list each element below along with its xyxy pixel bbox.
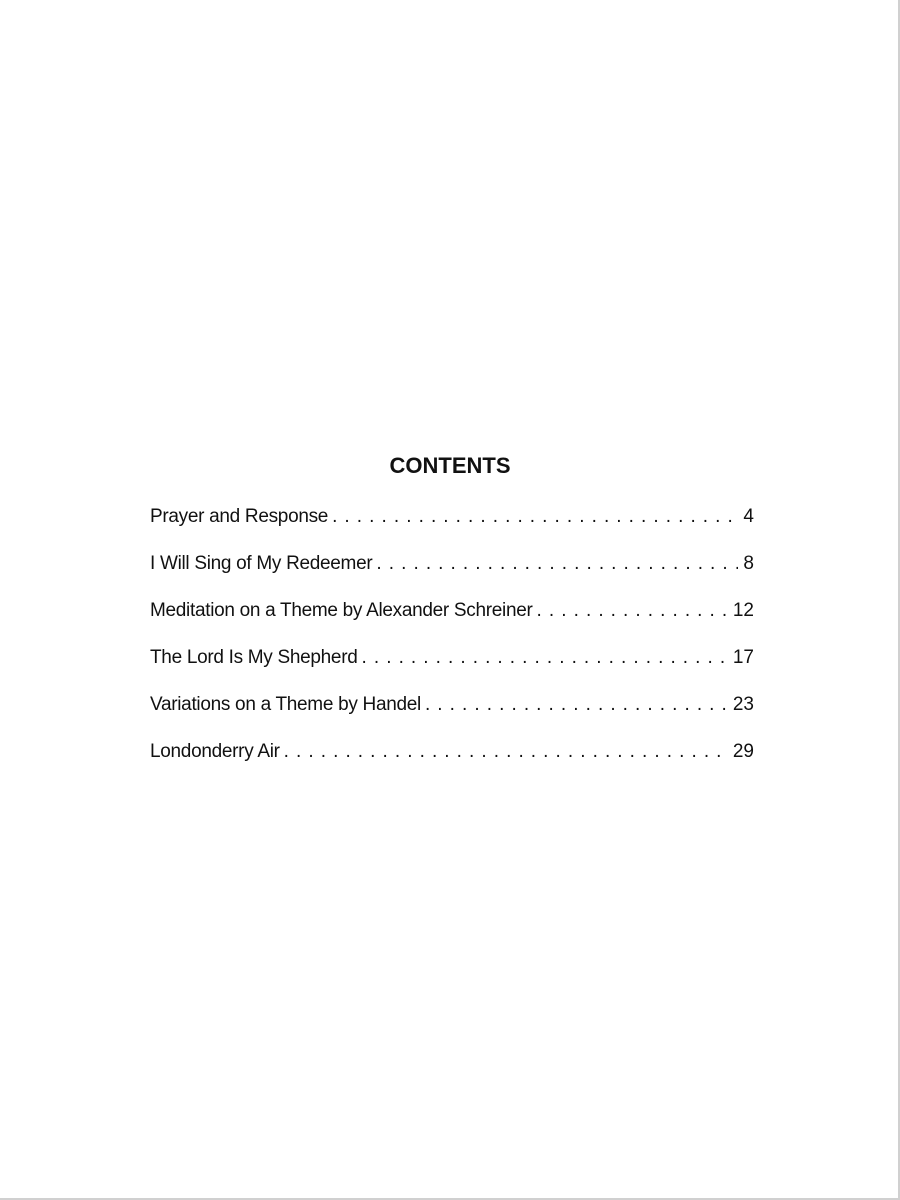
toc-entry-page-number: 17 — [732, 647, 754, 668]
table-of-contents — [150, 506, 754, 788]
toc-entry-title: Variations on a Theme by Handel — [150, 694, 421, 715]
toc-entry — [150, 600, 754, 647]
toc-entry-title: Meditation on a Theme by Alexander Schreiner — [150, 600, 533, 621]
toc-entry-title: Londonderry Air — [150, 741, 280, 762]
toc-entry-page-number: 8 — [743, 553, 754, 574]
toc-entry-title: I Will Sing of My Redeemer — [150, 553, 373, 574]
toc-entry-page-number: 23 — [732, 694, 754, 715]
dot-leader — [284, 741, 729, 763]
toc-entry — [150, 553, 754, 600]
toc-entry — [150, 694, 754, 741]
contents-heading: CONTENTS — [389, 453, 511, 478]
toc-entry-page-number: 4 — [743, 506, 754, 527]
toc-entry-title: Prayer and Response — [150, 506, 329, 527]
dot-leader — [376, 553, 738, 575]
toc-entry — [150, 741, 754, 788]
toc-entry-page-number: 29 — [732, 741, 754, 762]
toc-entry-title: The Lord Is My Shepherd — [150, 647, 358, 668]
dot-leader — [537, 600, 729, 622]
toc-entry — [150, 506, 754, 553]
dot-leader — [425, 694, 729, 716]
toc-entry-page-number: 12 — [732, 600, 754, 621]
toc-entry — [150, 647, 754, 694]
dot-leader — [362, 647, 729, 669]
dot-leader — [332, 506, 738, 528]
